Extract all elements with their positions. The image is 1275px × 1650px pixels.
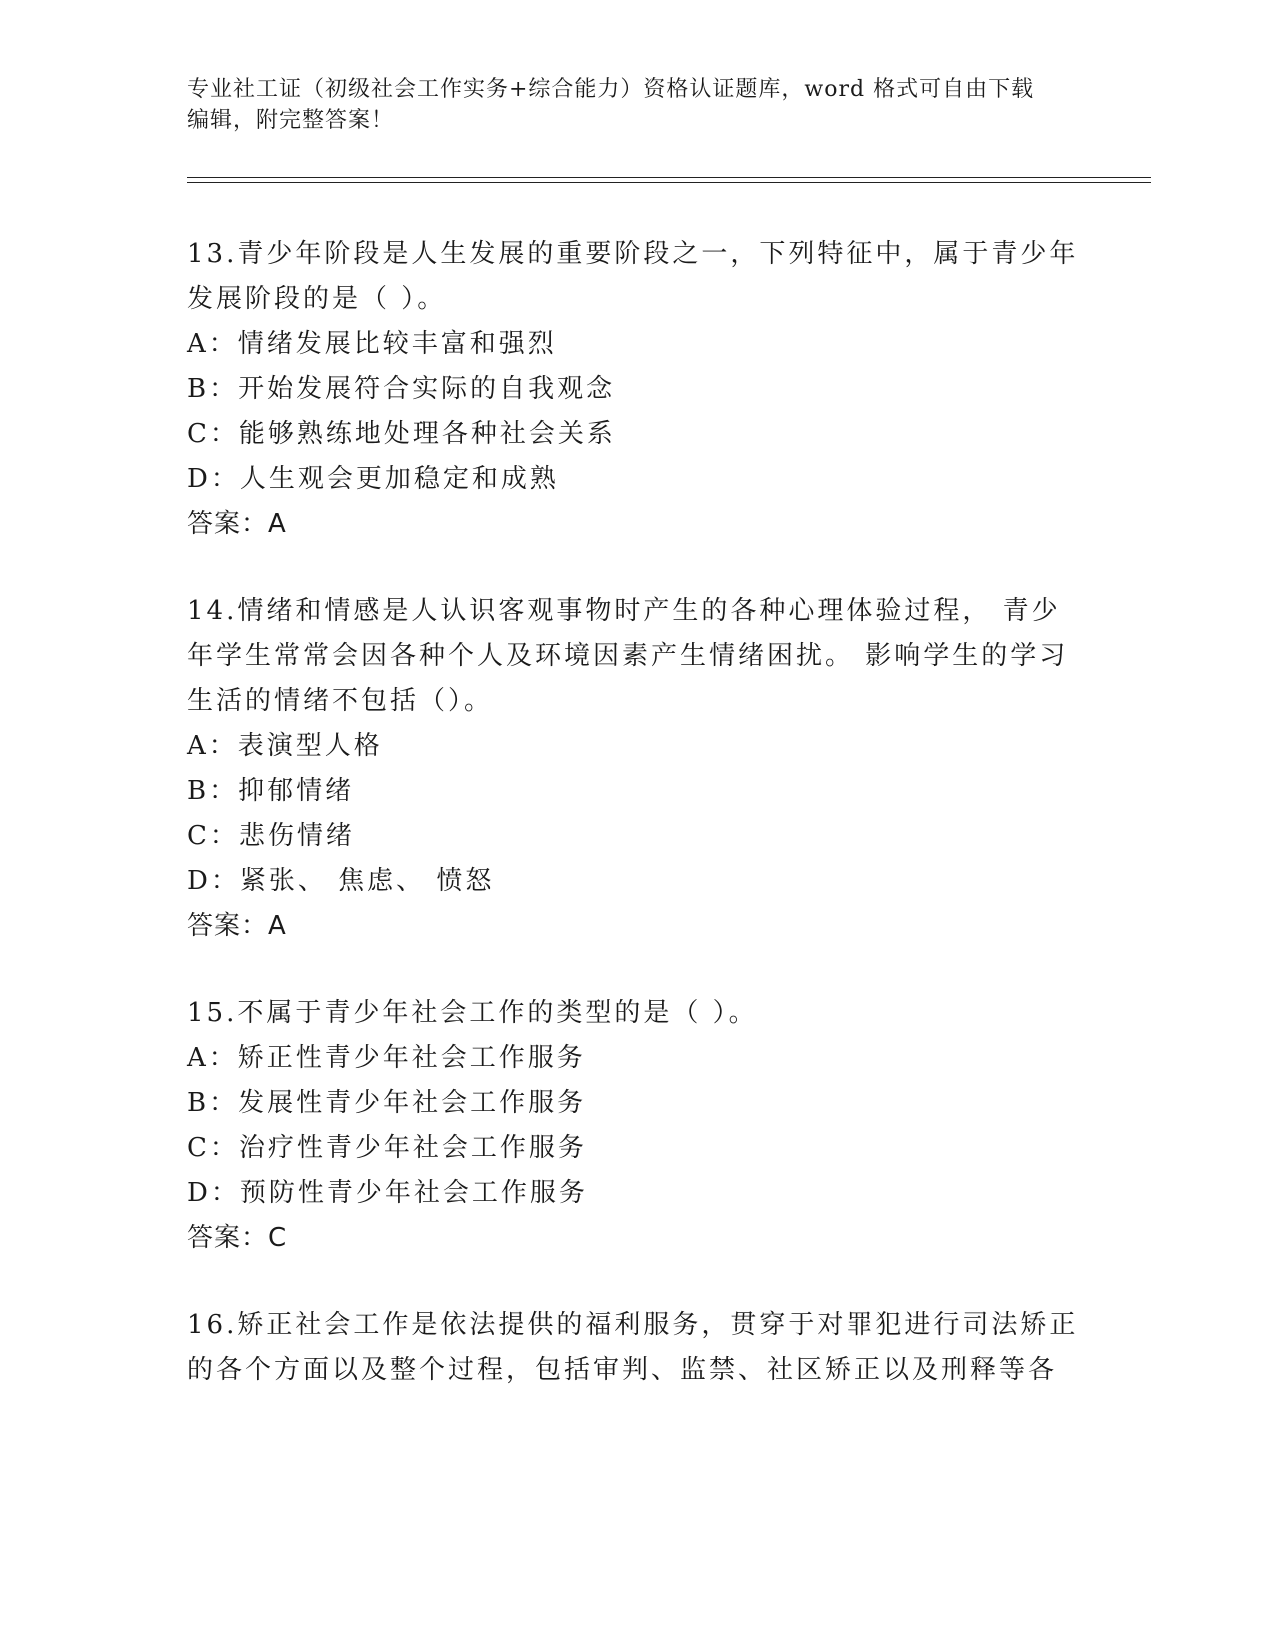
- option-c: C：治疗性青少年社会工作服务: [187, 1133, 587, 1163]
- question-16: [187, 1303, 1087, 1393]
- document-header: [187, 74, 1087, 136]
- header-divider-top: [187, 177, 1151, 178]
- answer: 答案：A: [187, 911, 287, 941]
- question-text-line: 发展阶段的是（ ）。: [187, 284, 447, 314]
- option-d: D：紧张、 焦虑、 愤怒: [187, 866, 495, 896]
- option-c: C：悲伤情绪: [187, 821, 355, 851]
- option-a: A：表演型人格: [187, 731, 383, 761]
- header-divider-bottom: [187, 182, 1151, 183]
- question-text-line: 生活的情绪不包括（）。: [187, 686, 494, 716]
- option-b: B：开始发展符合实际的自我观念: [187, 374, 616, 404]
- option-c: C：能够熟练地处理各种社会关系: [187, 419, 616, 449]
- question-text-line: 年学生常常会因各种个人及环境因素产生情绪困扰。 影响学生的学习: [187, 641, 1069, 671]
- option-b: B：发展性青少年社会工作服务: [187, 1088, 587, 1118]
- header-line-2: 编辑，附完整答案！: [187, 108, 395, 133]
- question-text-line: 16.矫正社会工作是依法提供的福利服务，贯穿于对罪犯进行司法矫正: [187, 1310, 1079, 1340]
- option-d: D：人生观会更加稳定和成熟: [187, 464, 559, 494]
- option-b: B：抑郁情绪: [187, 776, 355, 806]
- header-line-1: 专业社工证（初级社会工作实务+综合能力）资格认证题库，word 格式可自由下载: [187, 77, 1035, 102]
- question-text-line: 的各个方面以及整个过程，包括审判、监禁、社区矫正以及刑释等各: [187, 1355, 1058, 1385]
- question-text-line: 15.不属于青少年社会工作的类型的是（ ）。: [187, 998, 758, 1028]
- answer: 答案：A: [187, 509, 287, 539]
- question-14: [187, 589, 1087, 949]
- option-a: A：矫正性青少年社会工作服务: [187, 1043, 586, 1073]
- question-text-line: 13.青少年阶段是人生发展的重要阶段之一，下列特征中，属于青少年: [187, 239, 1079, 269]
- option-d: D：预防性青少年社会工作服务: [187, 1178, 588, 1208]
- question-text-line: 14.情绪和情感是人认识客观事物时产生的各种心理体验过程， 青少: [187, 596, 1061, 626]
- question-13: [187, 232, 1087, 547]
- answer: 答案：C: [187, 1223, 288, 1253]
- question-15: [187, 991, 1087, 1261]
- question-list: [187, 232, 1087, 1393]
- option-a: A：情绪发展比较丰富和强烈: [187, 329, 557, 359]
